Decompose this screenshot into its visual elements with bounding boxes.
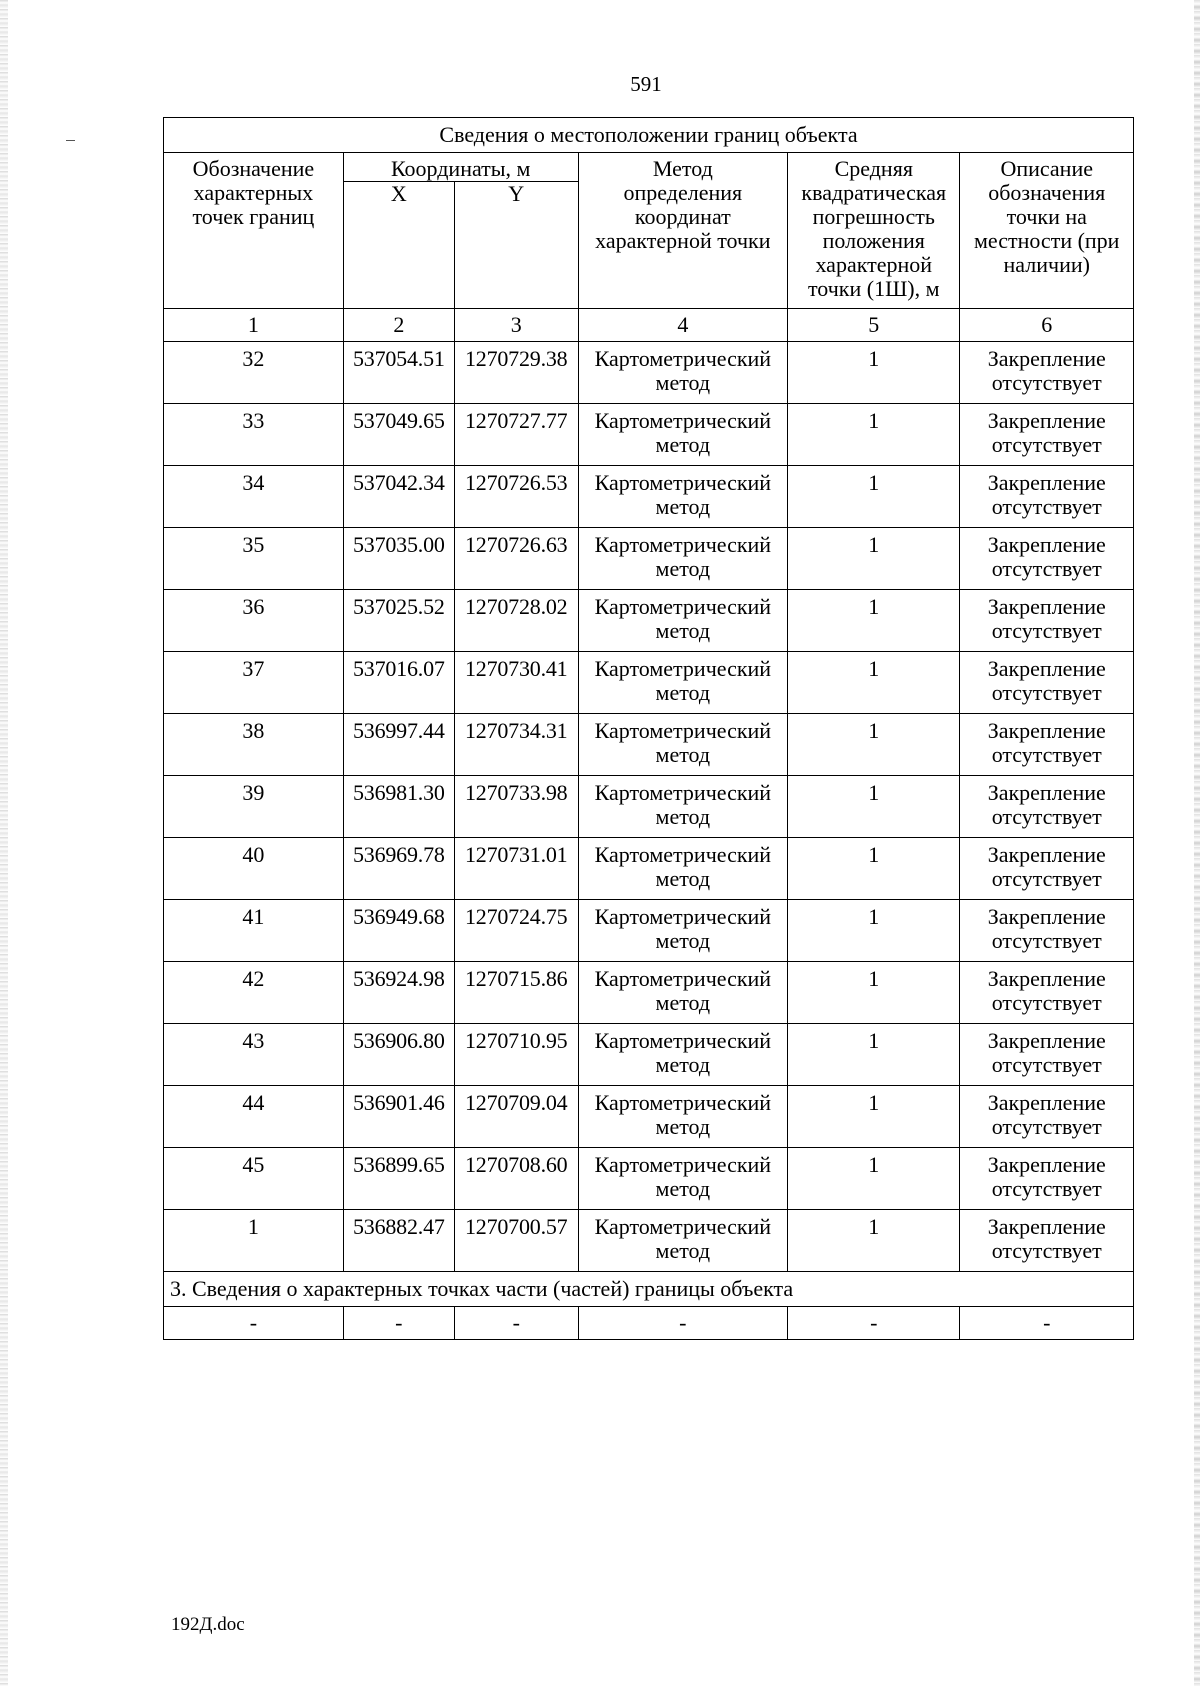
x-cell: 537049.65: [343, 404, 454, 466]
table-row: [164, 962, 1134, 1024]
y-cell: 1270733.98: [454, 776, 578, 838]
description-cell: Закрепление отсутствует: [960, 590, 1134, 652]
y-cell: 1270700.57: [454, 1210, 578, 1272]
method-cell: Картометрический метод: [578, 528, 787, 590]
point-cell: 33: [164, 404, 344, 466]
x-cell: 537016.07: [343, 652, 454, 714]
x-cell: 536924.98: [343, 962, 454, 1024]
x-cell: 536899.65: [343, 1148, 454, 1210]
method-cell: Картометрический метод: [578, 342, 787, 404]
table-row: [164, 776, 1134, 838]
description-cell: Закрепление отсутствует: [960, 1148, 1134, 1210]
empty-cell: -: [578, 1307, 787, 1340]
method-cell: Картометрический метод: [578, 1024, 787, 1086]
error-cell: 1: [788, 900, 960, 962]
description-cell: Закрепление отсутствует: [960, 900, 1134, 962]
method-cell: Картометрический метод: [578, 404, 787, 466]
x-cell: 537035.00: [343, 528, 454, 590]
header-method: Метод определения координат характерной точки: [578, 153, 787, 309]
x-cell: 536997.44: [343, 714, 454, 776]
x-cell: 536949.68: [343, 900, 454, 962]
column-number: 3: [454, 309, 578, 342]
x-cell: 537025.52: [343, 590, 454, 652]
error-cell: 1: [788, 466, 960, 528]
table-row: [164, 590, 1134, 652]
method-cell: Картометрический метод: [578, 714, 787, 776]
x-cell: 537054.51: [343, 342, 454, 404]
point-cell: 40: [164, 838, 344, 900]
header-coordinates: Координаты, м: [343, 153, 578, 182]
error-cell: 1: [788, 652, 960, 714]
header-point-designation: Обозначение характерных точек границ: [164, 153, 344, 309]
x-cell: 536882.47: [343, 1210, 454, 1272]
table-title-row: [164, 118, 1134, 153]
column-number: 6: [960, 309, 1134, 342]
description-cell: Закрепление отсутствует: [960, 1086, 1134, 1148]
error-cell: 1: [788, 714, 960, 776]
table-title: Сведения о местоположении границ объекта: [164, 118, 1134, 153]
point-cell: 45: [164, 1148, 344, 1210]
x-cell: 536901.46: [343, 1086, 454, 1148]
empty-cell: -: [454, 1307, 578, 1340]
y-cell: 1270730.41: [454, 652, 578, 714]
method-cell: Картометрический метод: [578, 838, 787, 900]
point-cell: 32: [164, 342, 344, 404]
y-cell: 1270726.53: [454, 466, 578, 528]
section3-dash-row: [164, 1307, 1134, 1340]
header-row-1: [164, 153, 1134, 182]
point-cell: 41: [164, 900, 344, 962]
header-x: X: [343, 182, 454, 309]
description-cell: Закрепление отсутствует: [960, 528, 1134, 590]
empty-cell: -: [960, 1307, 1134, 1340]
description-cell: Закрепление отсутствует: [960, 652, 1134, 714]
description-cell: Закрепление отсутствует: [960, 404, 1134, 466]
page-number: 591: [630, 72, 662, 96]
column-number: 5: [788, 309, 960, 342]
point-cell: 39: [164, 776, 344, 838]
description-cell: Закрепление отсутствует: [960, 714, 1134, 776]
error-cell: 1: [788, 1086, 960, 1148]
error-cell: 1: [788, 528, 960, 590]
description-cell: Закрепление отсутствует: [960, 776, 1134, 838]
method-cell: Картометрический метод: [578, 652, 787, 714]
table-row: [164, 466, 1134, 528]
method-cell: Картометрический метод: [578, 1086, 787, 1148]
table-row: [164, 1024, 1134, 1086]
table-row: [164, 1086, 1134, 1148]
point-cell: 44: [164, 1086, 344, 1148]
method-cell: Картометрический метод: [578, 466, 787, 528]
error-cell: 1: [788, 776, 960, 838]
empty-cell: -: [788, 1307, 960, 1340]
point-cell: 34: [164, 466, 344, 528]
table-row: [164, 838, 1134, 900]
x-cell: 536981.30: [343, 776, 454, 838]
footer-filename: 192Д.doc: [171, 1614, 245, 1635]
header-description: Описание обозначения точки на местности (при наличии): [960, 153, 1134, 309]
section3-title: 3. Сведения о характерных точках части (частей) границы объекта: [164, 1272, 1134, 1307]
empty-cell: -: [164, 1307, 344, 1340]
y-cell: 1270709.04: [454, 1086, 578, 1148]
table-row: [164, 1148, 1134, 1210]
table-row: [164, 714, 1134, 776]
error-cell: 1: [788, 962, 960, 1024]
method-cell: Картометрический метод: [578, 590, 787, 652]
y-cell: 1270728.02: [454, 590, 578, 652]
section3-row: [164, 1272, 1134, 1307]
column-number: 2: [343, 309, 454, 342]
description-cell: Закрепление отсутствует: [960, 962, 1134, 1024]
header-y: Y: [454, 182, 578, 309]
y-cell: 1270729.38: [454, 342, 578, 404]
y-cell: 1270724.75: [454, 900, 578, 962]
error-cell: 1: [788, 590, 960, 652]
method-cell: Картометрический метод: [578, 776, 787, 838]
y-cell: 1270708.60: [454, 1148, 578, 1210]
y-cell: 1270727.77: [454, 404, 578, 466]
empty-cell: -: [343, 1307, 454, 1340]
description-cell: Закрепление отсутствует: [960, 342, 1134, 404]
table-row: [164, 404, 1134, 466]
y-cell: 1270710.95: [454, 1024, 578, 1086]
error-cell: 1: [788, 342, 960, 404]
x-cell: 537042.34: [343, 466, 454, 528]
stray-mark: [66, 140, 75, 141]
error-cell: 1: [788, 1024, 960, 1086]
scan-edge-left: [0, 0, 8, 1686]
description-cell: Закрепление отсутствует: [960, 1210, 1134, 1272]
point-cell: 42: [164, 962, 344, 1024]
y-cell: 1270715.86: [454, 962, 578, 1024]
y-cell: 1270734.31: [454, 714, 578, 776]
point-cell: 37: [164, 652, 344, 714]
error-cell: 1: [788, 404, 960, 466]
description-cell: Закрепление отсутствует: [960, 466, 1134, 528]
table-row: [164, 652, 1134, 714]
table-row: [164, 900, 1134, 962]
error-cell: 1: [788, 1210, 960, 1272]
column-number-row: [164, 309, 1134, 342]
error-cell: 1: [788, 838, 960, 900]
point-cell: 1: [164, 1210, 344, 1272]
method-cell: Картометрический метод: [578, 1148, 787, 1210]
table-row: [164, 528, 1134, 590]
method-cell: Картометрический метод: [578, 1210, 787, 1272]
table-row: [164, 1210, 1134, 1272]
scan-edge-right: [1194, 0, 1200, 1686]
column-number: 1: [164, 309, 344, 342]
point-cell: 35: [164, 528, 344, 590]
x-cell: 536906.80: [343, 1024, 454, 1086]
point-cell: 43: [164, 1024, 344, 1086]
description-cell: Закрепление отсутствует: [960, 838, 1134, 900]
description-cell: Закрепление отсутствует: [960, 1024, 1134, 1086]
y-cell: 1270726.63: [454, 528, 578, 590]
boundary-coordinates-table: [163, 117, 1134, 1340]
method-cell: Картометрический метод: [578, 900, 787, 962]
table-row: [164, 342, 1134, 404]
point-cell: 38: [164, 714, 344, 776]
method-cell: Картометрический метод: [578, 962, 787, 1024]
column-number: 4: [578, 309, 787, 342]
error-cell: 1: [788, 1148, 960, 1210]
header-error: Средняя квадратическая погрешность положения характерной точки (1Ш), м: [788, 153, 960, 309]
x-cell: 536969.78: [343, 838, 454, 900]
y-cell: 1270731.01: [454, 838, 578, 900]
point-cell: 36: [164, 590, 344, 652]
